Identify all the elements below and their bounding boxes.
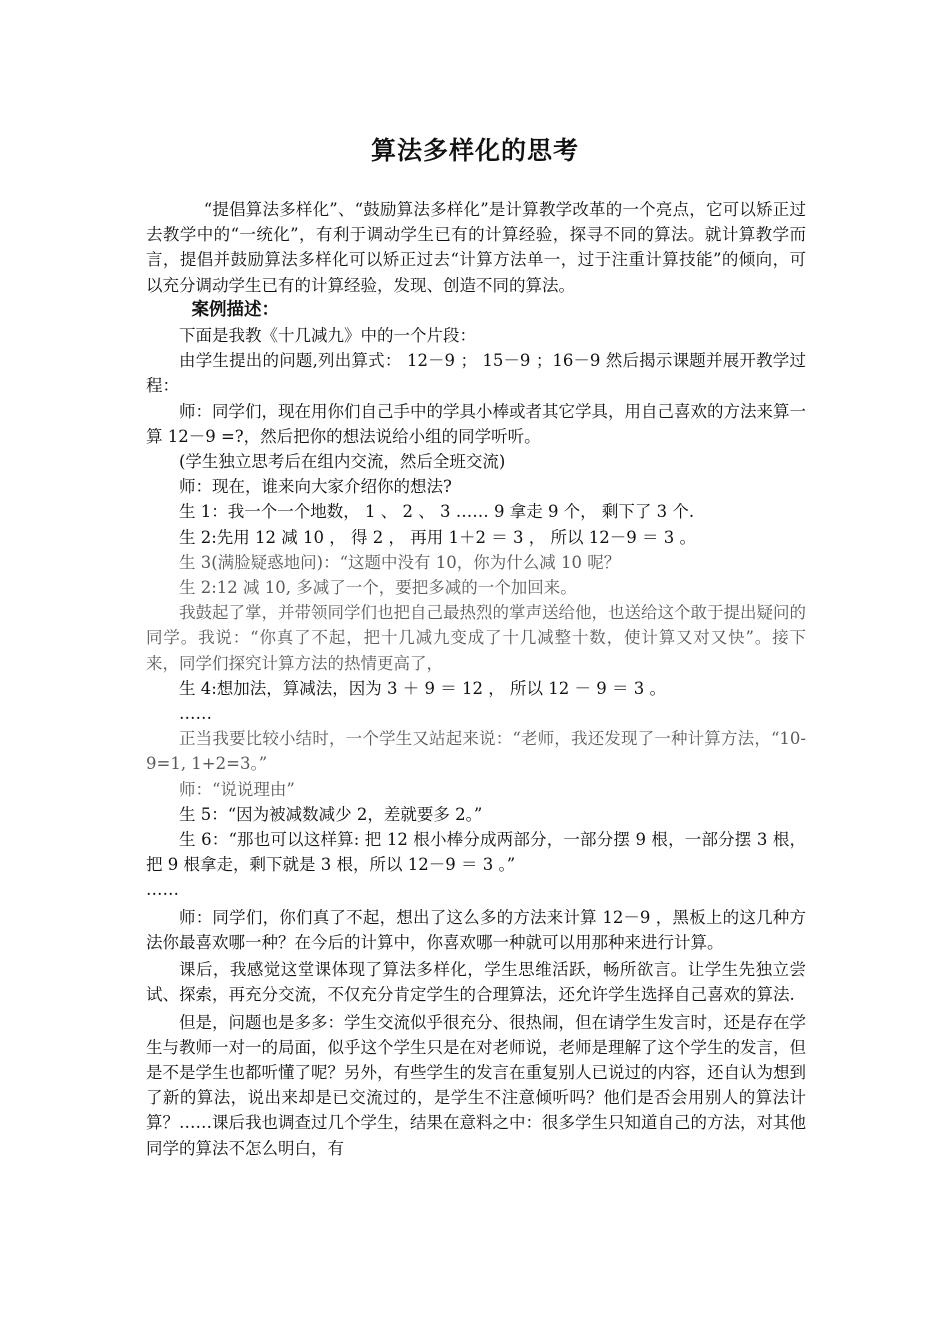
ellipsis-line: …… (179, 704, 212, 724)
paragraph: 课后，我感觉这堂课体现了算法多样化，学生思维活跃，畅所欲言。让学生先独立尝试、探索，再充分交流，不仅充分肯定学生的合理算法，还允许学生选择自己喜欢的算法. (146, 960, 806, 1005)
paragraph: 生 2:12 减 10, 多减了一个，要把多减的一个加回来。 (179, 578, 577, 598)
paragraph: 下面是我教《十几减九》中的一个片段： (179, 326, 476, 346)
document-title: 算法多样化的思考 (370, 136, 579, 165)
paragraph: 师：同学们，你们真了不起，想出了这么多的方法来计算 12－9 ，黑板上的这几种方法你最喜欢哪一种？在今后的计算中，你喜欢哪一种就可以用那种来进行计算。 (146, 907, 806, 952)
paragraph: 师：现在，谁来向大家介绍你的想法? (179, 477, 452, 497)
paragraph: 师：同学们，现在用你们自己手中的学具小棒或者其它学具，用自己喜欢的方法来算一算 12－9 =?，然后把你的想法说给小组的同学听听。 (146, 401, 806, 446)
paragraph: 生 4:想加法，算减法，因为 3 ＋ 9 ＝ 12 ， 所以 12 － 9 ＝ 3 。 (179, 678, 666, 698)
paragraph: 正当我要比较小结时，一个学生又站起来说：“老师，我还发现了一种计算方法，“10-9=1, 1+2=3。” (146, 729, 806, 774)
paragraph: 生 5：“因为被减数减少 2，差就要多 2。” (179, 804, 483, 824)
document-body (146, 197, 806, 1161)
paragraph: 生 2:先用 12 减 10 ， 得 2 ， 再用 1＋2 ＝ 3 ， 所以 12－9 ＝ 3 。 (179, 527, 696, 547)
intro-paragraph: “提倡算法多样化”、“鼓励算法多样化”是计算教学改革的一个亮点，它可以矫正过去教学中的“一统化”，有利于调动学生已有的计算经验，探寻不同的算法。就计算教学而言，提倡并鼓励算法多样化可以矫正过去“计算方法单一，过于注重计算技能”的倾向，可以充分调动学生已有的计算经验，发现、创造不同的算法。 (146, 200, 806, 295)
paragraph: 由学生提出的问题,列出算式： 12－9 ； 15－9 ；16－9 然后揭示课题并展开教学过程： (146, 351, 806, 396)
section-heading: 案例描述： (191, 299, 279, 320)
paragraph: 生 3(满脸疑惑地问)：“这题中没有 10，你为什么减 10 呢？ (179, 552, 621, 572)
paragraph: 我鼓起了掌，并带领同学们也把自己最热烈的掌声送给他，也送给这个敢于提出疑问的同学。我说：“你真了不起，把十几减九变成了十几减整十数，使计算又对又快”。接下来，同学们探究计算方法的热情更高了， (146, 603, 806, 673)
paragraph: 生 6：“那也可以这样算: 把 12 根小棒分成两部分，一部分摆 9 根，一部分摆 3 根，把 9 根拿走，剩下就是 3 根，所以 12－9 ＝ 3 。” (146, 830, 806, 875)
paragraph: 生 1：我一个一个地数， 1 、 2 、 3 …… 9 拿走 9 个， 剩下了 3 个. (179, 502, 695, 522)
paragraph: (学生独立思考后在组内交流，然后全班交流) (179, 452, 506, 472)
ellipsis-line: …… (146, 880, 179, 900)
paragraph: 师：“说说理由” (179, 779, 295, 799)
paragraph: 但是，问题也是多多：学生交流似乎很充分、很热闹，但在请学生发言时，还是存在学生与教师一对一的局面，似乎这个学生只是在对老师说，老师是理解了这个学生的发言，但是不是学生也都听懂了呢？另外，有些学生的发言在重复别人已说过的内容，还自认为想到了新的算法，说出来却是已交流过的，是学生不注意倾听吗？他们是否会用别人的算法计算？……课后我也调查过几个学生，结果在意料之中：很多学生只知道自己的方法，对其他同学的算法不怎么明白，有 (146, 1012, 806, 1158)
